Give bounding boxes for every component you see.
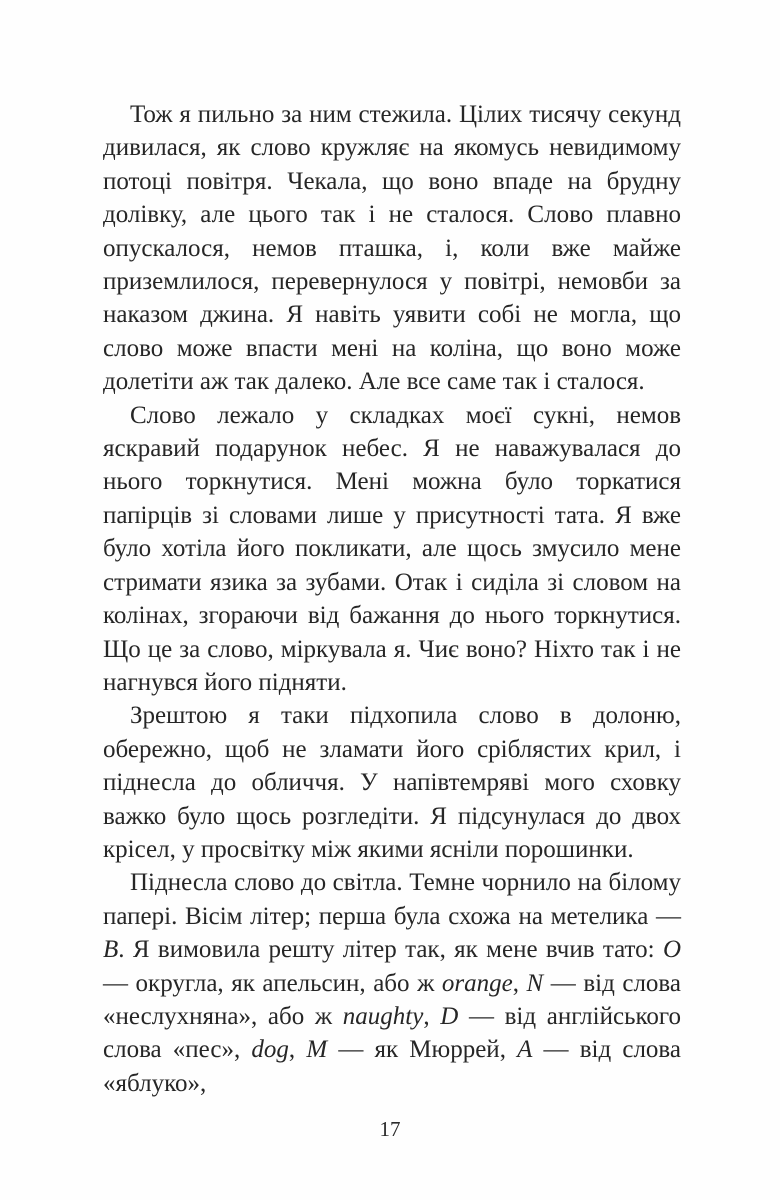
italic-text-segment: dog [251, 1036, 289, 1064]
paragraph [103, 399, 681, 700]
italic-text-segment: A [517, 1036, 533, 1064]
paragraph [103, 866, 681, 1100]
text-segment: — від англійського слова «пес», [103, 1002, 681, 1064]
italic-text-segment: B [103, 936, 119, 964]
text-segment: Піднесла слово до світла. Темне чорнило на білому папері. Вісім літер; перша була схожа на метелика — [103, 869, 681, 930]
text-segment: , [512, 969, 527, 997]
italic-text-segment: D [440, 1002, 459, 1030]
text-segment: — округла, як апельсин, або ж [103, 969, 442, 997]
paragraph [103, 98, 681, 399]
italic-text-segment: O [662, 936, 681, 964]
text-segment: — від слова «яблуко», [103, 1036, 681, 1097]
page-text-block [103, 98, 681, 1100]
italic-text-segment: N [526, 969, 544, 997]
text-segment: Тож я пильно за ним стежила. Цілих тисячу секунд дивилася, як слово кружляє на якомусь невидимому потоці повітря. Чекала, що воно впаде на брудну долівку, але цього так і не сталося. Слово плавно опускалося, немов пташка, і, коли вже майже приземлилося, перевернулося у повітрі, немовби за наказом джина. Я навіть уявити собі не могла, що слово може впасти мені на коліна, що воно може долетіти аж так далеко. Але все саме так і сталося. [103, 101, 681, 396]
page-number: 17 [379, 1117, 401, 1141]
italic-text-segment: M [306, 1036, 328, 1064]
italic-text-segment: naughty [342, 1002, 424, 1030]
text-segment: Зрештою я таки підхопила слово в долоню, обережно, щоб не зламати його сріблястих крил, і піднесла до обличчя. У напівтемряві мого сховку важко було щось розгледіти. Я підсунулася до двох крісел, у просвітку між якими ясніли порошинки. [103, 702, 681, 863]
text-segment: , [423, 1002, 441, 1030]
text-segment: — як Мюррей, [327, 1036, 518, 1064]
paragraph [103, 699, 681, 866]
italic-text-segment: orange [441, 969, 513, 997]
text-segment: Слово лежало у складках моєї сукні, немов яскравий подарунок небес. Я не наважувалася до нього торкнутися. Мені можна було торкатися папірців зі словами лише у присутності тата. Я вже було хотіла його покликати, але щось змусило мене стримати язика за зубами. Отак і сиділа зі словом на колінах, згораючи від бажання до нього торкнутися. Що це за слово, міркувала я. Чиє воно? Ніхто так і не нагнувся його підняти. [103, 401, 681, 696]
text-segment: . Я вимовила решту літер так, як мене вчив тато: [118, 936, 663, 964]
text-segment: — від слова «неслухняна», або ж [103, 969, 681, 1030]
text-segment: , [288, 1036, 307, 1064]
